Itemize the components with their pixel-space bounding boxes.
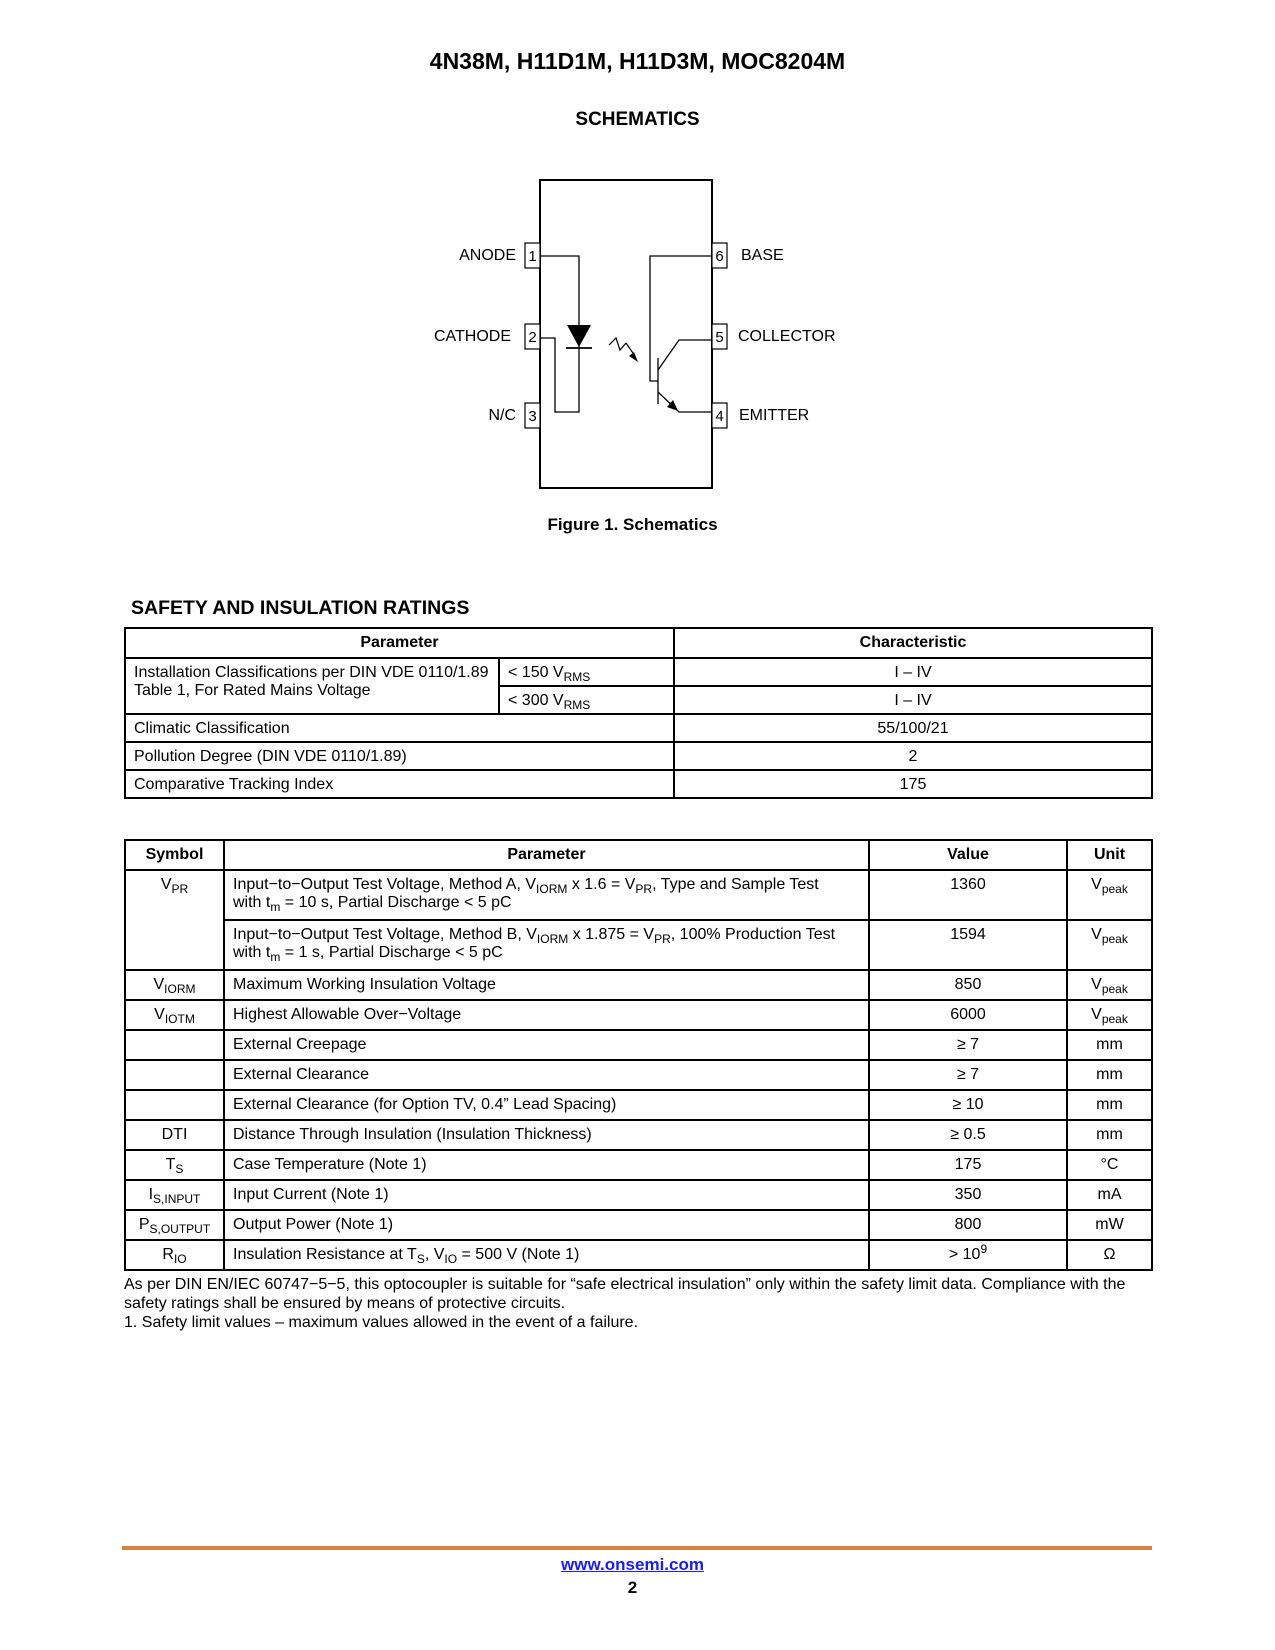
symbol-cell: DTI — [125, 1120, 224, 1150]
led-diode-symbol — [566, 325, 592, 348]
row-parameter: Comparative Tracking Index — [125, 770, 674, 798]
value-cell: 175 — [869, 1150, 1067, 1180]
value-cell: 850 — [869, 970, 1067, 1000]
unit-cell: mm — [1067, 1060, 1152, 1090]
install-value: I – IV — [674, 658, 1152, 686]
parameter-cell: Case Temperature (Note 1) — [224, 1150, 869, 1180]
symbol-cell: $V_{IORM}$ — [125, 970, 224, 1000]
value-cell: 1594 — [869, 920, 1067, 970]
value-cell: 350 — [869, 1180, 1067, 1210]
pin-3-number: 3 — [528, 408, 537, 425]
unit-cell: $V_{peak}$ — [1067, 870, 1152, 920]
unit-cell: mm — [1067, 1120, 1152, 1150]
parameter-cell: Maximum Working Insulation Voltage — [224, 970, 869, 1000]
pin-label-collector: COLLECTOR — [738, 328, 836, 345]
parameter-cell: Distance Through Insulation (Insulation Thickness) — [224, 1120, 869, 1150]
schematics-heading: SCHEMATICS — [575, 109, 700, 130]
install-condition: < 300 $V_{RMS}$ — [499, 686, 674, 714]
insulation-ratings-table — [124, 839, 1153, 1271]
unit-cell: $V_{peak}$ — [1067, 970, 1152, 1000]
unit-cell: $V_{peak}$ — [1067, 920, 1152, 970]
pin-label-nc: N/C — [488, 407, 516, 424]
symbol-cell: $P_{S,OUTPUT}$ — [125, 1210, 224, 1240]
value-cell: ≥ 7 — [869, 1030, 1067, 1060]
parameter-cell: External Creepage — [224, 1030, 869, 1060]
value-cell: ≥ 10 — [869, 1090, 1067, 1120]
symbol-cell: $V_{PR}$ — [125, 870, 224, 970]
header-parameter: Parameter — [224, 840, 869, 870]
table-row — [125, 742, 1152, 770]
table-row — [125, 1210, 1152, 1240]
table-row — [125, 1090, 1152, 1120]
table-row — [125, 1150, 1152, 1180]
install-condition: < 150 $V_{RMS}$ — [499, 658, 674, 686]
value-cell: 800 — [869, 1210, 1067, 1240]
parameter-cell: Highest Allowable Over−Voltage — [224, 1000, 869, 1030]
schematic-diagram — [0, 0, 1275, 520]
note-1: 1. Safety limit values – maximum values allowed in the event of a failure. — [124, 1314, 639, 1331]
unit-cell: Ω — [1067, 1240, 1152, 1270]
table-row — [125, 1240, 1152, 1270]
header-symbol: Symbol — [125, 840, 224, 870]
table-row — [125, 1000, 1152, 1030]
footer-rule — [122, 1546, 1152, 1550]
package-outline — [540, 180, 712, 488]
header-characteristic: Characteristic — [674, 628, 1152, 658]
footer-website-link[interactable]: www.onsemi.com — [561, 1555, 704, 1574]
parameter-cell: Input Current (Note 1) — [224, 1180, 869, 1210]
symbol-cell — [125, 1030, 224, 1060]
page-number: 2 — [627, 1578, 638, 1597]
symbol-cell — [125, 1060, 224, 1090]
unit-cell: mA — [1067, 1180, 1152, 1210]
table-header-row — [125, 628, 1152, 658]
table-row — [125, 714, 1152, 742]
table-row — [125, 920, 1152, 970]
unit-cell: mW — [1067, 1210, 1152, 1240]
header-value: Value — [869, 840, 1067, 870]
pin-label-base: BASE — [741, 247, 784, 264]
pin-4-number: 4 — [715, 408, 724, 425]
row-value: 55/100/21 — [674, 714, 1152, 742]
figure-caption: Figure 1. Schematics — [547, 515, 718, 534]
safety-ratings-table — [124, 627, 1153, 799]
safety-section-heading: SAFETY AND INSULATION RATINGS — [131, 597, 470, 619]
parameter-cell: Output Power (Note 1) — [224, 1210, 869, 1240]
value-cell: ≥ 0.5 — [869, 1120, 1067, 1150]
pin-label-anode: ANODE — [459, 247, 516, 264]
symbol-cell — [125, 1090, 224, 1120]
row-value: 2 — [674, 742, 1152, 770]
light-emission-arrow — [609, 338, 638, 362]
table-header-row — [125, 840, 1152, 870]
table-row — [125, 1120, 1152, 1150]
table-row — [125, 970, 1152, 1000]
install-value: I – IV — [674, 686, 1152, 714]
value-cell: ≥ 7 — [869, 1060, 1067, 1090]
parameter-cell: Input−to−Output Test Voltage, Method A, $V_{IORM}$ x $1.6 = V_{PR}$, Type and Sample Test with $t_m = 10$ s, Partial Discharge < 5 pC — [224, 870, 869, 920]
unit-cell: °C — [1067, 1150, 1152, 1180]
table-row — [125, 770, 1152, 798]
notes-paragraph: As per DIN EN/IEC 60747−5−5, this optocoupler is suitable for “safe electrical insulation” only within the safety limit data. Compliance with the safety ratings shall be ensured by means of protective circuits. — [124, 1276, 1126, 1312]
parameter-cell: External Clearance (for Option TV, 0.4” Lead Spacing) — [224, 1090, 869, 1120]
table-row — [125, 870, 1152, 920]
parameter-cell: External Clearance — [224, 1060, 869, 1090]
phototransistor — [650, 256, 712, 412]
install-classification-label: Installation Classifications per DIN VDE 0110/1.89 Table 1, For Rated Mains Voltage — [125, 658, 499, 714]
row-parameter: Pollution Degree (DIN VDE 0110/1.89) — [125, 742, 674, 770]
row-value: 175 — [674, 770, 1152, 798]
table-row — [125, 1060, 1152, 1090]
notes — [124, 1275, 1154, 1332]
symbol-cell: $T_S$ — [125, 1150, 224, 1180]
pin-label-emitter: EMITTER — [739, 407, 810, 424]
symbol-cell: $V_{IOTM}$ — [125, 1000, 224, 1030]
page-title: 4N38M, H11D1M, H11D3M, MOC8204M — [429, 48, 846, 74]
row-parameter: Climatic Classification — [125, 714, 674, 742]
unit-cell: mm — [1067, 1090, 1152, 1120]
unit-cell: $V_{peak}$ — [1067, 1000, 1152, 1030]
symbol-cell: $I_{S,INPUT}$ — [125, 1180, 224, 1210]
pin-5-number: 5 — [715, 329, 724, 346]
parameter-cell: Input−to−Output Test Voltage, Method B, $V_{IORM}$ x $1.875 = V_{PR}$, 100% Production Test with $t_m = 1$ s, Partial Discharge < 5 pC — [224, 920, 869, 970]
pin-1-number: 1 — [528, 248, 537, 265]
pin-label-cathode: CATHODE — [433, 328, 511, 345]
value-cell: 6000 — [869, 1000, 1067, 1030]
table-row — [125, 658, 1152, 686]
header-parameter: Parameter — [125, 628, 674, 658]
value-cell: 1360 — [869, 870, 1067, 920]
symbol-cell: $R_{IO}$ — [125, 1240, 224, 1270]
header-unit: Unit — [1067, 840, 1152, 870]
value-cell: > $10^9$ — [869, 1240, 1067, 1270]
parameter-cell: Insulation Resistance at $T_S$, $V_{IO} = 500$ V (Note 1) — [224, 1240, 869, 1270]
table-row — [125, 1030, 1152, 1060]
unit-cell: mm — [1067, 1030, 1152, 1060]
table-row — [125, 1180, 1152, 1210]
pin-6-number: 6 — [715, 248, 724, 265]
pin-2-number: 2 — [528, 329, 537, 346]
